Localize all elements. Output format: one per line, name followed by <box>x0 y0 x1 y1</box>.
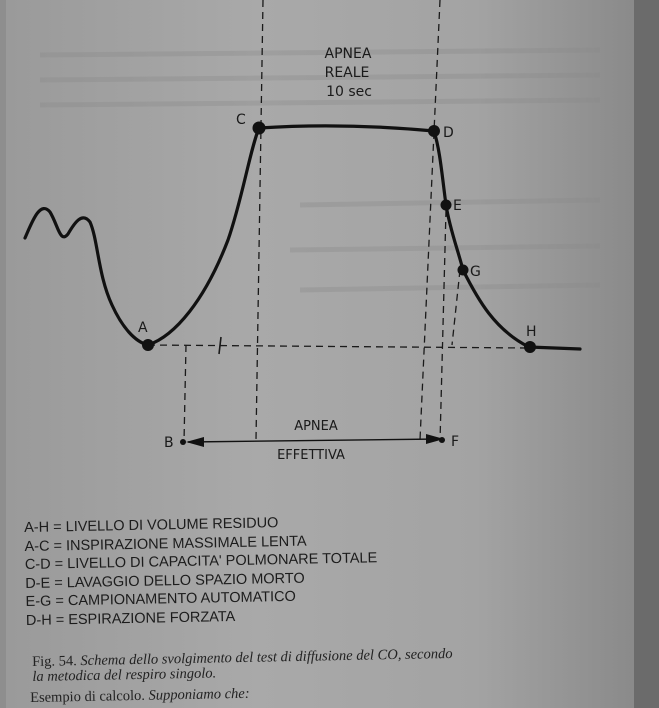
point-c-marker <box>253 122 266 135</box>
point-h-label: H <box>526 324 537 340</box>
guide-line-f <box>440 210 446 442</box>
guide-line-g <box>452 270 460 345</box>
point-h-marker <box>524 341 536 353</box>
legend-separator: = <box>55 612 65 629</box>
legend-key: D-E <box>25 575 51 592</box>
caption-line-2: la metodica del respiro singolo. <box>32 665 217 685</box>
breathing-curve <box>25 126 580 349</box>
legend-key: E-G <box>25 593 52 611</box>
figure-number: Fig. 54. <box>31 653 77 670</box>
guide-line-d <box>420 0 440 440</box>
real-apnea-title: APNEA <box>324 46 372 62</box>
legend-separator: = <box>53 519 62 536</box>
point-g-marker <box>458 265 469 276</box>
point-e-label: E <box>453 198 462 214</box>
legend-separator: = <box>54 556 64 573</box>
point-a-marker <box>142 339 154 351</box>
example-lead: Esempio di calcolo. <box>30 687 146 706</box>
point-b-marker <box>180 439 186 445</box>
legend-key: A-C <box>24 538 50 555</box>
point-b-label: B <box>164 435 174 451</box>
point-d-label: D <box>443 125 454 141</box>
legend-separator: = <box>55 593 65 610</box>
real-apnea-subtitle: REALE <box>324 65 370 81</box>
point-f-label: F <box>451 434 460 450</box>
example-rest: Supponiamo che: <box>148 685 250 704</box>
point-d-marker <box>428 125 440 137</box>
legend-text: ESPIRAZIONE FORZATA <box>68 608 236 629</box>
baseline-dashed <box>148 345 528 348</box>
effective-apnea-title: APNEA <box>294 419 338 434</box>
effective-apnea-subtitle: EFFETTIVA <box>277 448 345 463</box>
legend-text: LAVAGGIO DELLO SPAZIO MORTO <box>66 570 305 591</box>
point-e-marker <box>441 200 452 211</box>
legend-text: CAMPIONAMENTO AUTOMATICO <box>67 589 297 610</box>
bleed-through-text <box>40 50 600 290</box>
point-a-label: A <box>138 320 148 336</box>
point-c-label: C <box>236 112 246 128</box>
effective-apnea-arrow <box>186 434 444 447</box>
real-apnea-duration: 10 sec <box>326 84 372 100</box>
legend <box>24 512 378 630</box>
legend-key: C-D <box>24 556 51 574</box>
legend-text: LIVELLO DI CAPACITA' POLMONARE TOTALE <box>67 550 378 573</box>
guide-line-c <box>256 0 263 440</box>
point-g-label: G <box>470 264 481 280</box>
caption-line-1: Schema dello svolgimento del test di diffusione del CO, secondo <box>80 645 453 670</box>
point-f-marker <box>439 437 445 443</box>
legend-text: LIVELLO DI VOLUME RESIDUO <box>65 515 279 536</box>
legend-text: INSPIRAZIONE MASSIMALE LENTA <box>65 533 307 554</box>
legend-separator: = <box>53 537 63 555</box>
guide-line-b <box>184 345 186 442</box>
baseline-tick <box>219 337 221 354</box>
legend-key: A-H <box>24 519 50 536</box>
legend-key: D-H <box>25 612 52 629</box>
legend-separator: = <box>54 575 63 592</box>
